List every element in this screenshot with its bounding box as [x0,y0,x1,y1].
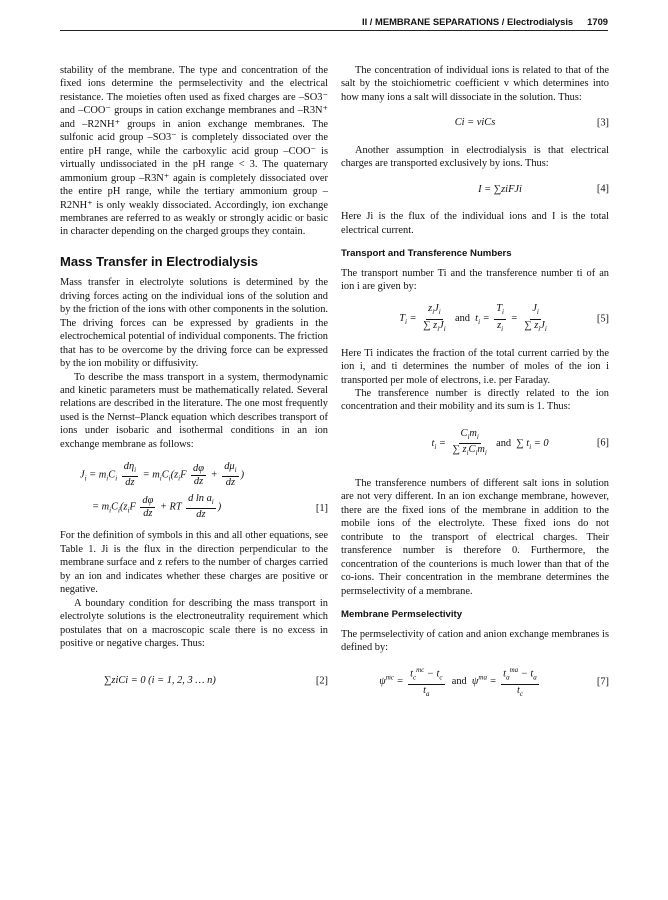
paragraph: stability of the membrane. The type and concentration of the fixed ions determine the permselectivity and the electrical resistance. The moieties often used as fixed charges are –SO3⁻ and –COO⁻ groups in cation exchange membranes and –R3N⁺ and –R2NH⁺ groups in anion exchange membranes. The sulfonic acid group –SO3⁻ is completely dissociated over the entire pH range, while the carboxylic acid group –COO⁻ is virtually undissociated in the pH range < 3. The quaternary ammonium group –R3N⁺ again is completely dissociated over the entire pH range, while the tertiary ammonium group –R2NH⁺ is only weakly dissociated. Accordingly, ion exchange membranes are referred to as weakly or strongly acidic or basic in character depending on the charged groups they contain. [60,65,328,238]
equation-number: [6] [596,437,609,449]
equation-number: [2] [315,675,328,687]
equation-number: [3] [596,117,609,129]
paragraph: The concentration of individual ions is related to that of the salt by the stoichiometric coefficient v which determines into how many ions a salt will dissociate in the solution. Thus: [341,65,609,103]
paragraph: A boundary condition for describing the mass transport in electrolyte solutions is the electroneutrality requirement which postulates that on a macroscopic scale there is no excess in positive or negative charges. Thus: [60,597,328,650]
section-heading: Mass Transfer in Electrodialysis [60,253,258,269]
equation-2 [60,674,328,687]
equation-6: $t_i$ = $\frac{C_im_i}{\sum z_iC_im_i}$ and ∑ $t_i = 0$ [6] [431,427,609,458]
running-header [60,12,608,31]
paragraph: For the definition of symbols in this and all other equations, see Table 1. Ji is the flux in the direction perpendicular to the membrane surface and z refers to the number of charges carried by an ion and indicates whether these charges are positive or negative. [60,530,328,596]
paragraph: The transference number is directly related to the ion concentration and their mobility and its sum is 1. Thus: [341,387,609,413]
paragraph: Here Ti indicates the fraction of the total current carried by the ion i, and ti determines the number of moles of the ion i transported per mole of electrons, i.e. per Faraday. [341,347,609,386]
subsection-heading: Membrane Permselectivity [341,609,463,621]
equation-number: [1] [315,502,328,514]
equation-number: [5] [596,313,609,325]
equation-5: $T_i$ = $\frac{z_iJ_i}{\sum z_iJ_i}$ and $t_i$ = $\frac{T_i}{z_i}$ = $\frac{J_i}{\sum z_iJ_i}$ [5] [399,303,609,333]
page-number: 1709 [587,15,608,27]
equation-7: $\psi^{mc}$ = $\frac{t_c^{mc} - t_c}{t_a}$ and $\psi^{ma}$ = $\frac{t_a^{ma} - t_a}{t_c}$ [7] [379,666,609,699]
equation-text: I = ∑ziFJi [478,183,522,195]
right-column [341,64,609,700]
paragraph: To describe the mass transport in a system, thermodynamic and kinetic parameters must be mathematically related. Several relations are described in the literature. The one most frequently used is the Nernst–Planck equation which describes transport of ions under isobaric and isothermal conditions in an ion exchange membrane as follows: [60,371,328,450]
equation-text: Ci = viCs [454,117,496,129]
paragraph: Here Ji is the flux of the individual ions and I is the total electrical current. [341,211,609,236]
paragraph: Another assumption in electrodialysis is that electrical charges are transported exclusively by ions. Thus: [341,144,609,170]
equation-3 [341,116,609,129]
equation-1: $J_i = m_iC_i$ $\frac{d\eta_i}{dz}$ = $m_iC_i(z_iF$ $\frac{d\varphi}{dz}$ + $\frac{d\mu_i}{dz}$ ) = $m_iC_i(z_iF$ $\frac{d\varphi}{dz}$ + RT $\frac{d \ln a_i}{dz}$ ) [1] [80,461,328,521]
equation-number: [7] [596,676,609,688]
left-column [60,64,328,688]
paragraph: Mass transfer in electrolyte solutions is determined by the driving forces acting on the individual ions of the solution and by the friction of the ions with other components in the solution. The driving forces can be expressed by gradients in the electrochemical potential of individual components. The friction that has to be overcome by the driving force can be expressed by the ion mobility or diffusivity. [60,277,328,370]
paragraph: The transport number Ti and the transference number ti of an ion i are given by: [341,267,609,292]
paragraph: The transference numbers of different salt ions in solution are not very different. In an ion exchange membrane, however, there are the fixed ions of the membrane in addition to the mobile ions of the electrolyte. These fixed ions do not contribute to the transport of electrical charges. Their transference number is therefore 0. Furthermore, the concentration of the counterions is much lower than that of the co-ions. Their concentration in the membrane determines the permselectivity of a membrane. [341,478,609,597]
running-title: II / MEMBRANE SEPARATIONS / Electrodialysis [361,15,574,27]
equation-4 [341,183,609,196]
equation-number: [4] [596,183,609,195]
subsection-heading: Transport and Transference Numbers [341,248,512,260]
equation-text: ∑ziCi = 0 (i = 1, 2, 3 … n) [104,675,216,687]
paragraph: The permselectivity of cation and anion exchange membranes is defined by: [341,628,609,653]
